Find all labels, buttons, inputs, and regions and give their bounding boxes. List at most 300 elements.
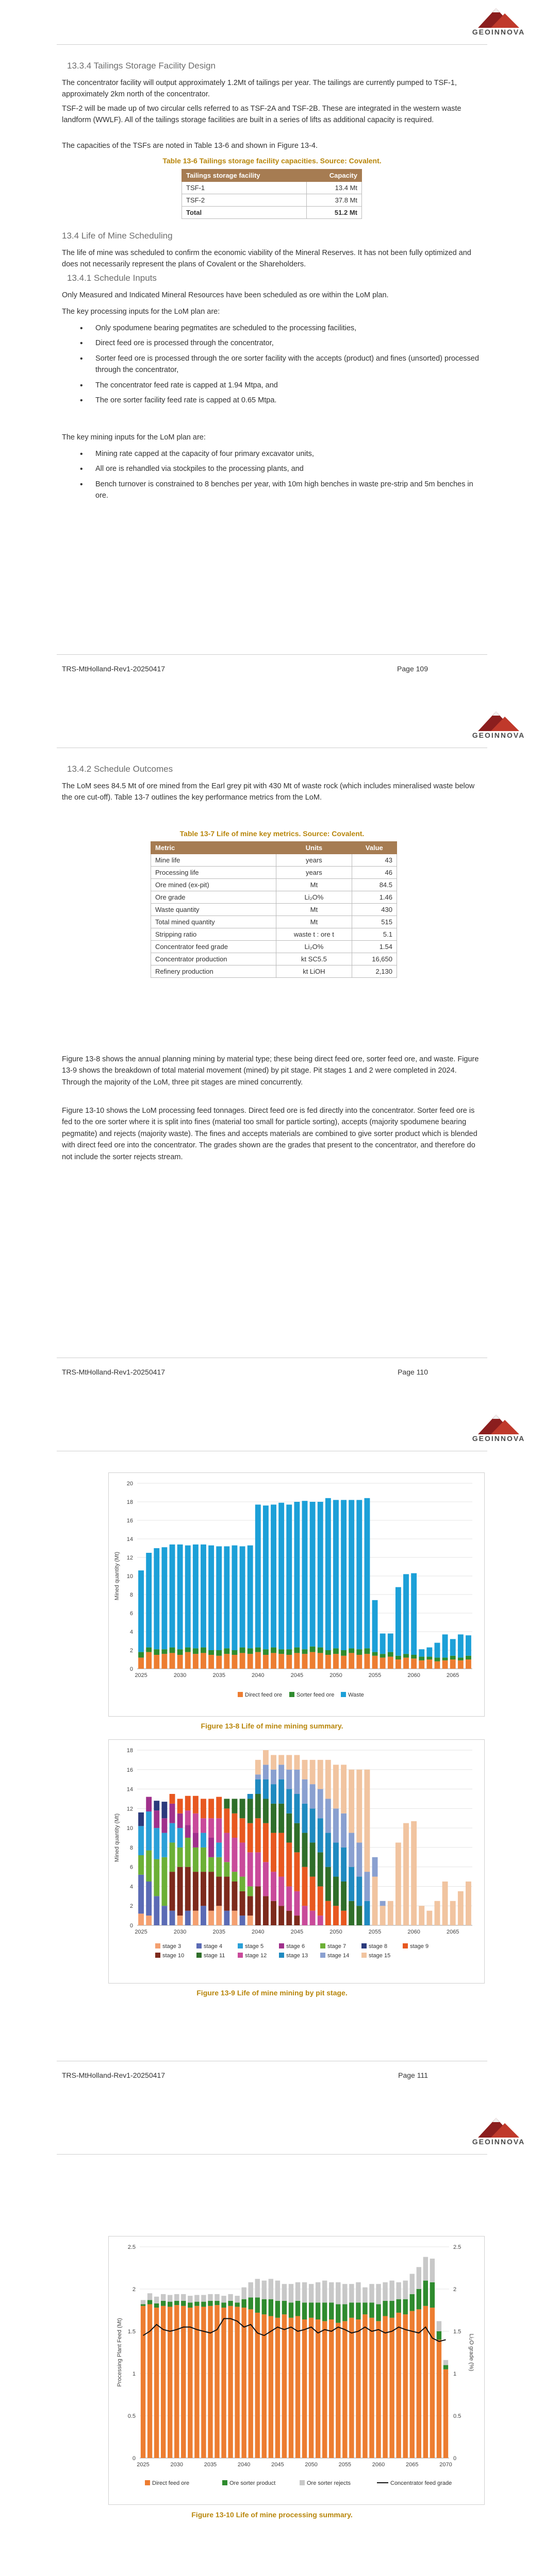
bar-segment	[201, 1818, 206, 1833]
y-tick-label: 12	[126, 1555, 133, 1561]
table-row	[151, 928, 397, 941]
bar-segment	[255, 1780, 261, 1794]
bar-segment	[215, 2305, 219, 2458]
bar-segment	[318, 1852, 323, 1886]
x-tick-label: 2035	[212, 1672, 225, 1679]
page-number: Page 110	[398, 1368, 428, 1376]
bar-segment	[278, 1877, 284, 1906]
bar-segment	[138, 1570, 144, 1652]
bar-segment	[372, 1857, 378, 1877]
bar-segment	[208, 2294, 212, 2301]
x-tick-label: 2055	[338, 2462, 352, 2468]
table-cell: Concentrator production	[151, 953, 276, 965]
page-number: Page 111	[398, 2071, 428, 2079]
bar-segment	[295, 2301, 300, 2316]
bar-segment	[208, 1655, 214, 1669]
table-row	[182, 194, 362, 207]
bar-segment	[362, 2314, 367, 2458]
table-header-row	[151, 842, 397, 854]
table-cell: 515	[352, 916, 397, 928]
bar-segment	[271, 1504, 276, 1647]
list-item: • Direct feed ore is processed through the concentrator,	[62, 337, 482, 349]
bar-segment	[289, 2284, 293, 2302]
bar-segment	[419, 1657, 424, 1660]
bar-segment	[177, 1848, 183, 1867]
bar-segment	[395, 1842, 401, 1925]
bar-segment	[224, 1546, 229, 1648]
bar-segment	[263, 1765, 269, 1779]
bar-segment	[435, 1662, 440, 1669]
mountain-logo-icon	[468, 708, 530, 732]
bar-segment	[170, 1911, 175, 1925]
table-cell: TSF-1	[182, 182, 307, 194]
bar-segment	[341, 1882, 347, 1911]
bar-segment	[286, 1842, 292, 1886]
bar-segment	[201, 2295, 206, 2301]
legend-swatch	[238, 1943, 243, 1948]
y2-tick-label: 0	[453, 2455, 457, 2462]
bar-segment	[411, 1573, 417, 1655]
bar-segment	[318, 1648, 323, 1653]
bar-segment	[201, 2307, 206, 2458]
y-tick-label: 4	[129, 1629, 133, 1635]
bar-segment	[241, 2308, 246, 2458]
bar-segment	[341, 1500, 347, 1650]
x-tick-label: 2050	[329, 1929, 342, 1935]
bar-segment	[333, 1808, 339, 1842]
legend-swatch	[341, 1692, 346, 1697]
x-tick-label: 2035	[212, 1929, 225, 1935]
y-tick-label: 2	[129, 1903, 133, 1910]
y2-tick-label: 1	[453, 2371, 457, 2377]
mining-by-stage-chart	[109, 1740, 484, 1983]
y-tick-label: 0.5	[127, 2413, 136, 2419]
x-tick-label: 2025	[135, 1672, 147, 1679]
list-item: • Sorter feed ore is processed through the ore sorter facility with the accepts (product) and fines (unsorted) processed through the concentrator,	[62, 353, 482, 376]
x-tick-label: 2055	[368, 1672, 382, 1679]
x-tick-label: 2070	[439, 2462, 452, 2468]
bar-segment	[302, 1833, 308, 1867]
legend-swatch	[300, 2480, 305, 2485]
bar-segment	[309, 2318, 314, 2458]
bar-segment	[146, 1851, 152, 1882]
x-tick-label: 2065	[446, 1672, 459, 1679]
table-cell: 1.54	[352, 941, 397, 953]
table-cell: Waste quantity	[151, 904, 276, 916]
y-tick-label: 0	[129, 1923, 133, 1929]
bar-segment	[177, 1799, 183, 1813]
bar-segment	[271, 1804, 276, 1833]
bar-segment	[224, 1808, 229, 1833]
bar-segment	[138, 1913, 144, 1925]
document-id: TRS-MtHolland-Rev1-20250417	[62, 1368, 165, 1376]
bar-segment	[146, 1652, 152, 1669]
bar-segment	[185, 1810, 191, 1825]
bar-segment	[224, 1833, 229, 1862]
legend-swatch	[196, 1953, 202, 1958]
bar-segment	[201, 1653, 206, 1669]
legend-swatch	[145, 2480, 150, 2485]
bar-segment	[310, 1760, 316, 1784]
page-110	[0, 703, 544, 1406]
bar-segment	[333, 1765, 339, 1808]
bar-segment	[466, 1882, 471, 1925]
bar-segment	[193, 1814, 199, 1833]
bar-segment	[419, 1660, 424, 1669]
bar-segment	[240, 1877, 245, 1891]
bar-segment	[255, 2313, 260, 2458]
bar-segment	[255, 1760, 261, 1774]
bar-segment	[443, 2369, 448, 2458]
bar-segment	[426, 1911, 432, 1925]
legend-swatch	[155, 1943, 160, 1948]
bar-segment	[248, 1852, 253, 1886]
bar-segment	[269, 2299, 273, 2316]
processing-summary-chart	[109, 2236, 484, 2504]
bar-segment	[295, 2282, 300, 2301]
bar-segment	[161, 2294, 166, 2301]
bar-segment	[396, 2313, 401, 2458]
table-cell: Mt	[276, 879, 352, 891]
bar-segment	[333, 1648, 339, 1654]
bar-segment	[310, 1647, 316, 1652]
legend-label: stage 13	[286, 1953, 308, 1959]
geoinnova-logo	[468, 2115, 530, 2146]
table-row	[151, 941, 397, 953]
bar-segment	[403, 1657, 409, 1669]
page-footer	[62, 665, 482, 673]
bar-segment	[170, 1648, 175, 1653]
figure-13-10-caption: Figure 13-10 Life of mine processing summary.	[191, 2511, 353, 2519]
bar-segment	[154, 2303, 159, 2308]
table-row	[182, 207, 362, 219]
figure-13-9-chart	[108, 1739, 485, 1984]
bar-segment	[389, 2281, 394, 2301]
bar-segment	[435, 1657, 440, 1661]
brand-name: GEOINNOVA	[472, 731, 525, 739]
heading-tailings: 13.3.4 Tailings Storage Facility Design	[67, 61, 216, 71]
bar-segment	[325, 1650, 331, 1655]
table-cell: 51.2 Mt	[306, 207, 361, 219]
bar-segment	[342, 2321, 347, 2458]
table-13-6-caption: Table 13-6 Tailings storage facility capacities. Source: Covalent.	[162, 157, 382, 165]
bar-segment	[356, 2282, 360, 2302]
column-header: Tailings storage facility	[182, 170, 307, 182]
table-cell: Ore grade	[151, 891, 276, 904]
bullet-list-processing	[62, 323, 482, 410]
bar-segment	[356, 1655, 362, 1669]
bar-segment	[372, 1877, 378, 1925]
bar-segment	[278, 1649, 284, 1654]
bar-segment	[221, 2308, 226, 2458]
bar-segment	[318, 1886, 323, 1916]
legend-label: stage 4	[204, 1943, 223, 1950]
x-tick-label: 2045	[271, 2462, 284, 2468]
bar-segment	[403, 1823, 409, 1925]
paragraph: Figure 13-10 shows the LoM processing feed tonnages. Direct feed ore is fed directly into the concentrator. Sorter feed ore is fed to the ore sorter where it is split into fines (material too small for particle sorting), accepts (majority spodumene bearing pegmatite) and rejects (majority waste). The fines and accepts materials are combined to give sorter product which is blended with direct feed ore into the concentrator. The grades shown are the grades that present to the concentrator, and therefore do not include the sorter rejects stream.	[62, 1107, 477, 1161]
bar-segment	[289, 2302, 293, 2318]
figure-13-8-caption: Figure 13-8 Life of mine mining summary.	[201, 1722, 343, 1730]
bar-segment	[302, 1867, 308, 1906]
table-cell: 16,650	[352, 953, 397, 965]
bar-segment	[185, 1911, 191, 1925]
page-109	[0, 0, 544, 703]
bar-segment	[193, 1796, 199, 1814]
legend-label: Ore sorter rejects	[307, 2480, 351, 2486]
table-cell: TSF-2	[182, 194, 307, 207]
bar-segment	[443, 2365, 448, 2369]
bar-segment	[208, 1650, 214, 1655]
bar-segment	[396, 2282, 401, 2299]
bar-segment	[255, 1648, 261, 1652]
bar-segment	[325, 1655, 331, 1669]
bar-segment	[310, 1784, 316, 1808]
bar-segment	[388, 1634, 393, 1652]
bar-segment	[278, 1804, 284, 1833]
bar-segment	[170, 1653, 175, 1669]
y-tick-label: 6	[129, 1864, 133, 1871]
bar-segment	[224, 1648, 229, 1654]
bar-segment	[369, 2302, 374, 2318]
bar-segment	[221, 2302, 226, 2308]
table-cell: Processing life	[151, 867, 276, 879]
bar-segment	[294, 1648, 300, 1653]
bar-segment	[333, 1877, 339, 1906]
bar-segment	[193, 1648, 199, 1654]
bar-segment	[271, 1901, 276, 1925]
bar-segment	[380, 1901, 386, 1906]
bar-segment	[193, 1545, 199, 1649]
bar-segment	[174, 2305, 179, 2458]
table-cell: kt SC5.5	[276, 953, 352, 965]
bar-segment	[437, 2331, 441, 2340]
bar-segment	[271, 1872, 276, 1901]
bar-segment	[248, 1896, 253, 1916]
bar-segment	[275, 2318, 280, 2458]
bar-segment	[349, 1901, 354, 1925]
bar-segment	[141, 2304, 145, 2306]
page-footer	[62, 1368, 482, 1376]
bar-segment	[255, 1774, 261, 1779]
table-cell: Li₂O%	[276, 891, 352, 904]
legend-swatch	[361, 1943, 367, 1948]
bar-segment	[146, 1648, 152, 1652]
bar-segment	[349, 1833, 354, 1867]
legend-swatch	[279, 1953, 284, 1958]
bar-segment	[232, 1872, 238, 1882]
bar-segment	[161, 1857, 167, 1906]
legend-swatch	[222, 2480, 227, 2485]
bar-segment	[286, 1755, 292, 1769]
bar-segment	[161, 1802, 167, 1818]
bar-segment	[201, 1906, 206, 1925]
bar-segment	[193, 1911, 199, 1925]
paragraph: The LoM sees 84.5 Mt of ore mined from the Earl grey pit with 430 Mt of waste rock (which includes mineralised waste below the ore cut-off). Table 13-7 outlines the key performance metrics from the LoM.	[62, 782, 475, 802]
table-cell: Stripping ratio	[151, 928, 276, 941]
bar-segment	[224, 1877, 229, 1911]
bar-segment	[349, 1648, 354, 1653]
bar-segment	[302, 1804, 308, 1833]
bar-segment	[271, 1770, 276, 1784]
bar-segment	[325, 1833, 331, 1867]
table-13-7	[151, 841, 397, 978]
bar-segment	[181, 2294, 186, 2301]
bar-segment	[263, 1862, 269, 1896]
document-id: TRS-MtHolland-Rev1-20250417	[62, 2071, 165, 2079]
list-item: • The concentrator feed rate is capped at 1.94 Mtpa, and	[62, 380, 482, 391]
bar-segment	[138, 1812, 144, 1826]
bar-segment	[263, 1505, 269, 1649]
bar-segment	[228, 2301, 233, 2306]
x-tick-label: 2050	[305, 2462, 318, 2468]
legend-label: Direct feed ore	[245, 1692, 283, 1698]
bar-segment	[262, 2281, 267, 2299]
legend-label: Direct feed ore	[152, 2480, 190, 2486]
legend-label: Sorter feed ore	[296, 1692, 335, 1698]
table-cell: Mt	[276, 916, 352, 928]
x-tick-label: 2060	[372, 2462, 385, 2468]
x-tick-label: 2030	[173, 1672, 187, 1679]
bar-segment	[388, 1657, 393, 1669]
heading-lom: 13.4 Life of Mine Scheduling	[62, 231, 173, 241]
legend-label: stage 12	[245, 1953, 267, 1959]
bar-segment	[364, 1872, 370, 1901]
y-tick-label: 18	[126, 1499, 133, 1505]
bar-segment	[333, 1842, 339, 1876]
bar-segment	[458, 1634, 464, 1657]
bar-segment	[232, 1882, 238, 1911]
table-row	[182, 182, 362, 194]
bar-segment	[216, 1546, 222, 1650]
bar-segment	[248, 1794, 253, 1799]
bar-segment	[411, 1655, 417, 1658]
legend-label: stage 9	[410, 1943, 429, 1950]
table-cell: Total mined quantity	[151, 916, 276, 928]
bar-segment	[181, 2306, 186, 2458]
bar-segment	[216, 1797, 222, 1819]
bar-segment	[336, 2282, 340, 2304]
table-cell: 1.46	[352, 891, 397, 904]
y-tick-label: 0	[132, 2455, 136, 2462]
y-tick-label: 1	[132, 2371, 136, 2377]
bar-segment	[364, 1770, 370, 1872]
y-tick-label: 14	[126, 1536, 133, 1543]
bar-segment	[356, 1649, 362, 1655]
bar-segment	[208, 1838, 214, 1857]
table-row	[151, 953, 397, 965]
bar-segment	[255, 2297, 260, 2313]
bar-segment	[430, 2308, 435, 2458]
legend-swatch	[320, 1943, 325, 1948]
bar-segment	[146, 1882, 152, 1916]
y-tick-label: 6	[129, 1611, 133, 1617]
bar-segment	[194, 2295, 199, 2301]
bar-segment	[249, 2282, 253, 2298]
table-cell: 37.8 Mt	[306, 194, 361, 207]
bar-segment	[362, 2302, 367, 2314]
bar-segment	[216, 1650, 222, 1656]
bar-segment	[356, 2319, 360, 2458]
bar-segment	[310, 1842, 316, 1876]
heading-inputs: 13.4.1 Schedule Inputs	[67, 273, 157, 283]
bar-segment	[294, 1916, 300, 1925]
legend-label: stage 14	[327, 1953, 350, 1959]
legend-label: stage 3	[162, 1943, 182, 1950]
bar-segment	[201, 1545, 206, 1648]
bar-segment	[341, 1848, 347, 1882]
legend-label: Waste	[348, 1692, 364, 1698]
bar-segment	[146, 1553, 152, 1648]
bar-segment	[278, 1906, 284, 1925]
bar-segment	[318, 1760, 323, 1789]
bar-segment	[241, 2287, 246, 2299]
bar-segment	[177, 1867, 183, 1916]
bar-segment	[193, 1872, 199, 1911]
bar-segment	[372, 1656, 378, 1669]
bar-segment	[232, 1546, 238, 1650]
table-row	[151, 965, 397, 978]
paragraph: Only Measured and Indicated Mineral Resources have been scheduled as ore within the LoM plan.	[62, 291, 389, 299]
y2-tick-label: 0.5	[453, 2413, 461, 2419]
bar-segment	[235, 2307, 239, 2458]
legend-label: stage 8	[369, 1943, 388, 1950]
bar-segment	[310, 1911, 316, 1925]
list-item: • The ore sorter facility feed rate is capped at 0.65 Mtpa.	[62, 395, 482, 406]
bar-segment	[286, 1911, 292, 1925]
table-cell: 43	[352, 854, 397, 867]
bar-segment	[170, 1872, 175, 1911]
bar-segment	[154, 1649, 159, 1655]
bar-segment	[376, 2284, 381, 2304]
bar-segment	[278, 1503, 284, 1649]
bar-segment	[208, 1818, 214, 1838]
bar-segment	[269, 2279, 273, 2299]
x-tick-label: 2045	[290, 1672, 304, 1679]
bar-segment	[240, 1842, 245, 1876]
bar-segment	[177, 1814, 183, 1828]
bar-segment	[388, 1652, 393, 1657]
page-number: Page 109	[397, 665, 428, 673]
bar-segment	[181, 2301, 186, 2306]
bar-segment	[442, 1660, 448, 1669]
bar-segment	[185, 1867, 191, 1911]
bar-segment	[417, 2289, 421, 2309]
table-cell: 430	[352, 904, 397, 916]
figure-13-10-chart	[108, 2236, 485, 2505]
legend-label: stage 6	[286, 1943, 305, 1950]
bar-segment	[255, 1794, 261, 1818]
bar-segment	[232, 1838, 238, 1872]
x-tick-label: 2045	[290, 1929, 304, 1935]
bar-segment	[316, 2319, 320, 2458]
bar-segment	[411, 1821, 417, 1925]
paragraph: The key processing inputs for the LoM plan are:	[62, 308, 220, 316]
brand-name: GEOINNOVA	[472, 28, 525, 36]
y-tick-label: 1.5	[127, 2329, 136, 2335]
bar-segment	[342, 2304, 347, 2321]
table-cell: 13.4 Mt	[306, 182, 361, 194]
table-cell: 84.5	[352, 879, 397, 891]
bar-segment	[232, 1650, 238, 1655]
mountain-logo-icon	[468, 5, 530, 29]
bar-segment	[201, 1848, 206, 1872]
bar-segment	[146, 1916, 152, 1925]
page-112	[0, 2110, 544, 2576]
bar-segment	[138, 1826, 144, 1855]
y-tick-label: 10	[126, 1825, 133, 1832]
footer-rule	[57, 654, 487, 655]
bar-segment	[372, 1652, 378, 1656]
